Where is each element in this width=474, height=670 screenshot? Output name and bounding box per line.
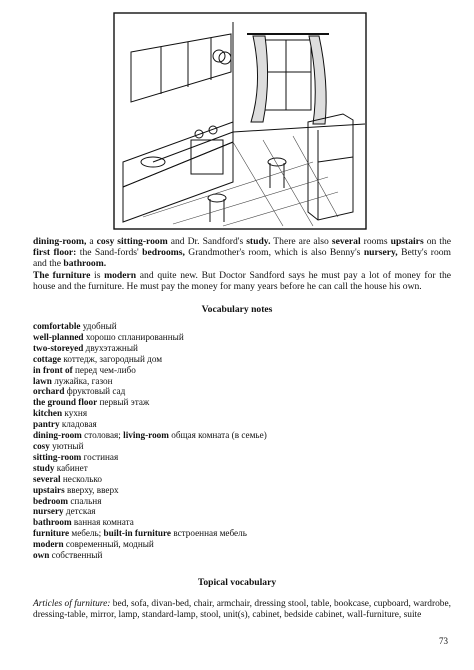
p1-text: rooms (360, 236, 391, 247)
vocab-text: ванная комната (71, 517, 134, 528)
vocab-entry (33, 441, 267, 452)
p2-term: modern (104, 270, 137, 281)
p1-term: dining-room, (33, 236, 87, 247)
vocab-entry (33, 517, 267, 528)
p1-text: Betty's room and the (33, 247, 452, 269)
vocab-term: upstairs (33, 484, 65, 495)
p1-text: and Dr. Sandford's (167, 236, 247, 247)
vocab-entry (33, 354, 267, 365)
vocab-term: two-storeyed (33, 342, 84, 353)
vocab-text: удобный (80, 321, 117, 331)
vocab-entry (33, 463, 267, 474)
vocabulary-notes-heading: Vocabulary notes (201, 304, 273, 315)
vocab-text: мебель; (69, 528, 104, 539)
vocab-term: modern (33, 539, 64, 550)
vocab-entry (33, 539, 267, 550)
vocab-term: study (33, 462, 55, 473)
vocab-term: in front of (33, 364, 73, 375)
vocab-term: orchard (33, 386, 65, 397)
vocab-term: pantry (33, 419, 60, 430)
vocab-entry (33, 452, 267, 463)
topical-lead: Articles of furniture: (33, 599, 111, 609)
p1-term: upstairs (390, 236, 424, 247)
vocab-entry (33, 528, 267, 539)
p2-term: The furniture (33, 270, 91, 281)
vocab-entry (33, 430, 267, 441)
topical-items: bed, sofa, divan-bed, chair, armchair, dressing stool, table, bookcase, cupboard, wardrobe, dressing-table, mirror, lamp, standard-lamp, stool, unit(s), cabinet, bedside cabinet, wall-furniture, suite (33, 599, 451, 620)
p1-term: bedrooms, (142, 247, 185, 258)
vocab-term: built-in furniture (103, 528, 172, 539)
vocab-text: вверху, вверх (64, 484, 119, 495)
vocab-entry (33, 365, 267, 376)
story-paragraph-1 (33, 236, 451, 269)
vocab-entry (33, 397, 267, 408)
kitchen-illustration (113, 12, 367, 230)
vocab-text: хорошо спланированный (83, 331, 184, 342)
vocab-text: несколько (60, 473, 102, 484)
p1-text: on the (423, 236, 452, 247)
vocab-text: общая комната (в семье) (168, 430, 267, 441)
vocabulary-list (33, 321, 267, 561)
vocab-term: dining-room (33, 430, 82, 441)
p1-term: several (331, 236, 361, 247)
vocab-text: фруктовый сад (64, 386, 126, 397)
vocab-text: кладовая (59, 419, 97, 430)
vocab-text: уютный (49, 440, 84, 451)
p1-term: first floor: (33, 247, 77, 258)
vocab-term: well-planned (33, 331, 84, 342)
vocab-entry (33, 332, 267, 343)
p1-text: Grandmother's room, which is also Benny's (184, 247, 364, 258)
vocab-text: современный, модный (63, 539, 154, 550)
vocab-text: кабинет (54, 462, 88, 473)
vocab-text: двухэтажный (83, 342, 138, 353)
p1-term: cosy sitting-room (96, 236, 168, 247)
vocab-entry (33, 386, 267, 397)
vocab-entry (33, 496, 267, 507)
vocab-text: перед чем-либо (72, 364, 136, 375)
vocab-entry (33, 550, 267, 561)
topical-vocabulary-text (33, 599, 451, 621)
p1-term: bathroom. (63, 258, 107, 269)
p1-text: a (86, 236, 97, 247)
vocab-term: bedroom (33, 495, 69, 506)
vocab-entry (33, 321, 267, 332)
vocab-term: the ground floor (33, 397, 98, 408)
vocab-entry (33, 506, 267, 517)
vocab-term: living-room (123, 430, 169, 441)
vocab-text: столовая; (81, 430, 124, 441)
vocab-term: nursery (33, 506, 64, 517)
p1-text: There are also (270, 236, 332, 247)
vocab-term: cosy (33, 440, 50, 451)
page-number: 73 (439, 636, 448, 646)
story-paragraph-2 (33, 270, 451, 292)
vocab-text: коттедж, загородный дом (61, 353, 163, 364)
vocab-text: детская (63, 506, 96, 517)
vocab-term: several (33, 473, 61, 484)
vocab-entry (33, 376, 267, 387)
vocab-entry (33, 419, 267, 430)
vocab-entry (33, 485, 267, 496)
vocab-term: kitchen (33, 408, 63, 419)
p2-text: and quite new. But Doctor Sandford says he must pay a lot of money for the house and the furniture. He must pay the money for many years before he can call the house his own. (33, 270, 451, 292)
vocab-term: bathroom (33, 517, 72, 528)
vocab-term: lawn (33, 375, 52, 386)
vocab-text: лужайка, газон (51, 375, 113, 386)
p2-text: is (90, 270, 105, 281)
vocab-text: спальня (68, 495, 102, 506)
vocab-term: furniture (33, 528, 70, 539)
vocab-text: гостиная (81, 451, 119, 462)
vocab-term: own (33, 550, 50, 561)
vocab-term: cottage (33, 353, 62, 364)
vocab-text: встроенная мебель (171, 528, 247, 539)
vocab-text: кухня (62, 408, 88, 419)
vocab-entry (33, 343, 267, 354)
p1-term: nursery, (363, 247, 398, 258)
vocab-entry (33, 408, 267, 419)
vocab-text: первый этаж (97, 397, 150, 408)
vocab-text: собственный (49, 550, 103, 561)
vocab-term: sitting-room (33, 451, 82, 462)
vocab-term: comfortable (33, 321, 81, 331)
topical-vocabulary-heading: Topical vocabulary (197, 577, 277, 588)
vocab-entry (33, 474, 267, 485)
p1-text: the Sand-fords' (76, 247, 143, 258)
p1-term: study. (246, 236, 271, 247)
